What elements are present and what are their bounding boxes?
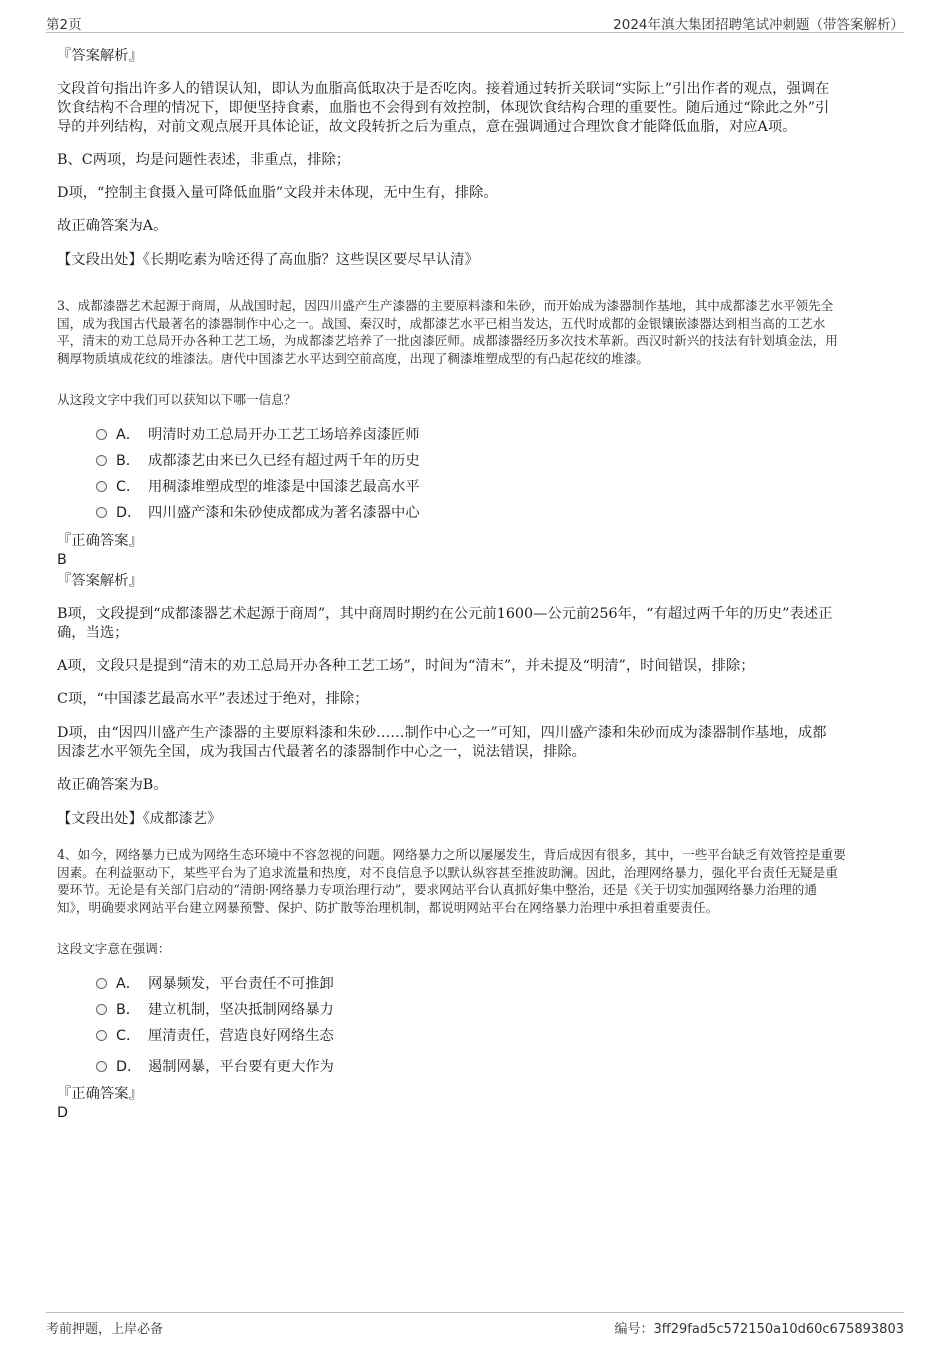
stem-line: 稠厚物质填成花纹的堆漆法。唐代中国漆艺水平达到空前高度，出现了稠漆堆塑成型的有凸起花纹的堆漆。 (57, 350, 649, 366)
analysis-option-b (57, 605, 893, 643)
radio-button-icon[interactable] (96, 1061, 107, 1072)
source-citation: 【文段出处】《长期吃素为啥还得了高血脂？这些误区要尽早认清》 (57, 252, 479, 268)
conclusion: 故正确答案为A。 (57, 218, 168, 234)
option-text: 用稠漆堆塑成型的堆漆是中国漆艺最高水平 (148, 479, 420, 495)
question-3-option-d[interactable] (96, 504, 420, 523)
option-letter: A． (116, 976, 141, 992)
analysis-line: B项，文段提到“成都漆器艺术起源于商周”，其中商周时期约在公元前1600—公元前256年，“有超过两千年的历史”表述正 (57, 606, 833, 622)
question-4-option-c[interactable] (96, 1027, 334, 1046)
analysis-line: 饮食结构不合理的情况下，即便坚持食素，血脂也不会得到有效控制，体现饮食结构合理的重要性。随后通过“除此之外”引 (57, 100, 830, 116)
analysis-line: D项，由“因四川盛产生产漆器的主要原料漆和朱砂……制作中心之一”可知，四川盛产漆和朱砂而成为漆器制作基地，成都 (57, 725, 827, 741)
option-text: 厘清责任，营造良好网络生态 (148, 1028, 334, 1044)
radio-button-icon[interactable] (96, 455, 107, 466)
analysis-line: 因漆艺水平领先全国，成为我国古代最著名的漆器制作中心之一，说法错误，排除。 (57, 744, 586, 760)
stem-line: 要环节。无论是有关部门启动的“清朗·网络暴力专项治理行动”，要求网站平台认真抓好集中整治，还是《关于切实加强网络暴力治理的通 (57, 882, 817, 898)
source-citation: 【文段出处】《成都漆艺》 (57, 811, 222, 827)
analysis-option-d: D项，“控制主食摄入量可降低血脂”文段并未体现，无中生有，排除。 (57, 185, 498, 201)
option-letter: C． (116, 479, 141, 495)
option-letter: D． (116, 505, 142, 521)
analysis-line: 文段首句指出许多人的错误认知，即认为血脂高低取决于是否吃肉。接着通过转折关联词“实际上”引出作者的观点，强调在 (57, 81, 830, 97)
stem-line: 3、成都漆器艺术起源于商周，从战国时起，因四川盛产生产漆器的主要原料漆和朱砂，而开始成为漆器制作基地，其中成都漆艺水平领先全 (57, 298, 834, 313)
option-letter: C． (116, 1028, 141, 1044)
radio-button-icon[interactable] (96, 1030, 107, 1041)
question-4-stem (57, 846, 893, 916)
correct-answer: B (57, 552, 67, 568)
stem-line: 4、如今，网络暴力已成为网络生态环境中不容忽视的问题。网络暴力之所以屡屡发生，背后成因有很多，其中，一些平台缺乏有效管控是重要 (57, 847, 846, 862)
radio-button-icon[interactable] (96, 978, 107, 989)
page-header (46, 10, 904, 33)
option-text: 建立机制，坚决抵制网络暴力 (148, 1002, 334, 1018)
conclusion: 故正确答案为B。 (57, 777, 168, 793)
footer-slogan: 考前押题，上岸必备 (46, 1322, 164, 1337)
option-text: 网暴频发，平台责任不可推卸 (148, 976, 334, 992)
correct-answer-heading: 『正确答案』 (57, 1086, 143, 1102)
option-letter: A． (116, 427, 141, 443)
document-title: 2024年滇大集团招聘笔试冲刺题（带答案解析） (613, 17, 904, 33)
radio-button-icon[interactable] (96, 481, 107, 492)
option-text: 遏制网暴，平台要有更大作为 (148, 1059, 334, 1075)
analysis-option-bc: B、C两项，均是问题性表述，非重点，排除； (57, 152, 351, 168)
radio-button-icon[interactable] (96, 429, 107, 440)
analysis-line: 确，当选； (57, 625, 129, 641)
correct-answer-heading: 『正确答案』 (57, 533, 143, 549)
question-4-prompt: 这段文字意在强调： (57, 941, 171, 956)
question-4-option-a[interactable] (96, 975, 334, 994)
correct-answer: D (57, 1105, 69, 1121)
document-code: 编号：3ff29fad5c572150a10d60c675893803 (614, 1322, 904, 1337)
question-4-option-d[interactable] (96, 1058, 334, 1077)
answer-analysis-heading: 『答案解析』 (57, 573, 143, 589)
answer-analysis-heading: 『答案解析』 (57, 48, 143, 64)
question-3-stem (57, 297, 893, 367)
analysis-option-d (57, 724, 893, 762)
stem-line: 知》，明确要求网站平台建立网暴预警、保护、防扩散等治理机制，都说明网站平台在网络暴力治理中承担着重要责任。 (57, 899, 719, 915)
analysis-option-c: C项，“中国漆艺最高水平”表述过于绝对，排除； (57, 691, 369, 707)
radio-button-icon[interactable] (96, 1004, 107, 1015)
question-3-option-c[interactable] (96, 478, 420, 497)
question-4-option-b[interactable] (96, 1001, 334, 1020)
option-text: 成都漆艺由来已久已经有超过两千年的历史 (148, 453, 420, 469)
stem-line: 因素。在利益驱动下，某些平台为了追求流量和热度，对不良信息予以默认纵容甚至推波助澜。因此，治理网络暴力，强化平台责任无疑是重 (57, 864, 838, 880)
option-text: 四川盛产漆和朱砂使成都成为著名漆器中心 (148, 505, 420, 521)
option-text: 明清时劝工总局开办工艺工场培养卤漆匠师 (148, 427, 420, 443)
option-letter: D． (116, 1059, 142, 1075)
question-3-prompt: 从这段文字中我们可以获知以下哪一信息？ (57, 392, 297, 407)
stem-line: 国，成为我国古代最著名的漆器制作中心之一。战国、秦汉时，成都漆艺水平已相当发达，五代时成都的金银镶嵌漆器达到相当高的工艺水 (57, 315, 826, 331)
option-letter: B． (116, 453, 141, 469)
option-letter: B． (116, 1002, 141, 1018)
analysis-option-a: A项，文段只是提到“清末的劝工总局开办各种工艺工场”，时间为“清末”，并未提及“明清”，时间错误，排除； (57, 658, 755, 674)
analysis-line: 导的并列结构，对前文观点展开具体论证，故文段转折之后为重点，意在强调通过合理饮食才能降低血脂，对应A项。 (57, 119, 797, 135)
radio-button-icon[interactable] (96, 507, 107, 518)
page-number: 第2页 (46, 17, 82, 33)
question-3-option-a[interactable] (96, 426, 420, 445)
stem-line: 平，清末的劝工总局开办各种工艺工场，为成都漆艺培养了一批卤漆匠师。成都漆器经历多次技术革新。西汉时新兴的技法有针划填金法，用 (57, 333, 838, 349)
analysis-paragraph (57, 80, 893, 137)
question-3-option-b[interactable] (96, 452, 420, 471)
page-footer (46, 1312, 904, 1339)
